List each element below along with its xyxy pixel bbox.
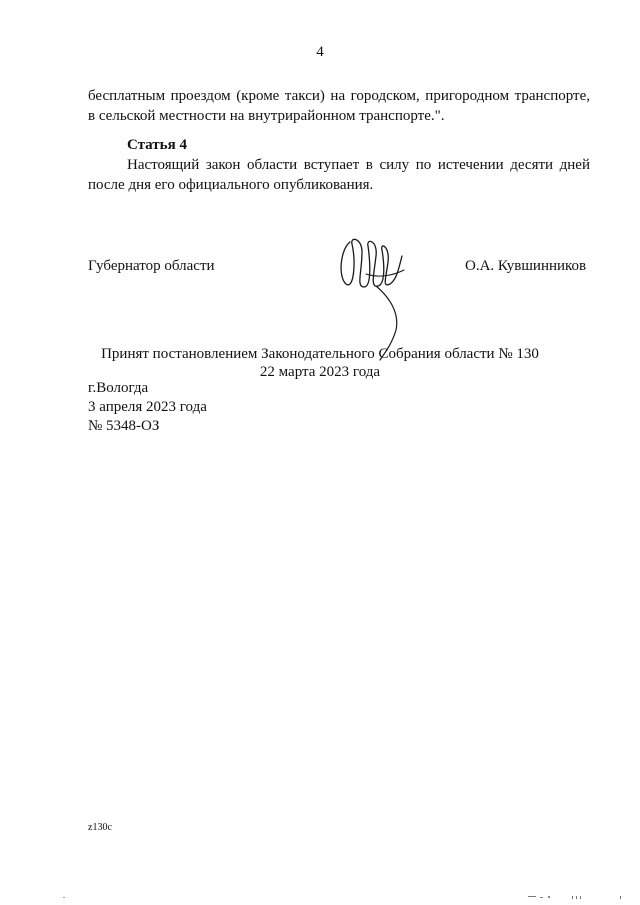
footer-code: z130c (88, 822, 112, 833)
article-line-1: Настоящий закон области вступает в силу по истечении десяти дней (127, 157, 590, 173)
law-number: № 5348-ОЗ (88, 418, 160, 434)
signatory-name: О.А. Кувшинников (465, 258, 587, 274)
continuation-line-1: бесплатным проездом (кроме такси) на городском, пригородном транспорте, (88, 88, 590, 104)
article-paragraph (88, 155, 590, 195)
signatory-position: Губернатор области (88, 258, 215, 274)
handwritten-signature (336, 232, 416, 362)
adoption-note (0, 345, 640, 381)
continuation-line-2: в сельской местности на внутрирайонном транспорте.". (88, 108, 445, 124)
article-line-2: после дня его официального опубликования. (88, 177, 374, 193)
scan-artifacts (0, 892, 640, 904)
article-heading: Статья 4 (127, 137, 187, 153)
place-of-signing: г.Вологда (88, 380, 149, 396)
continuation-paragraph (88, 86, 590, 126)
adoption-line-1: Принят постановлением Законодательного Собрания области № 130 (101, 346, 539, 362)
signing-date: 3 апреля 2023 года (88, 399, 207, 415)
adoption-date: 22 марта 2023 года (259, 364, 381, 380)
page-number: 4 (316, 44, 324, 60)
